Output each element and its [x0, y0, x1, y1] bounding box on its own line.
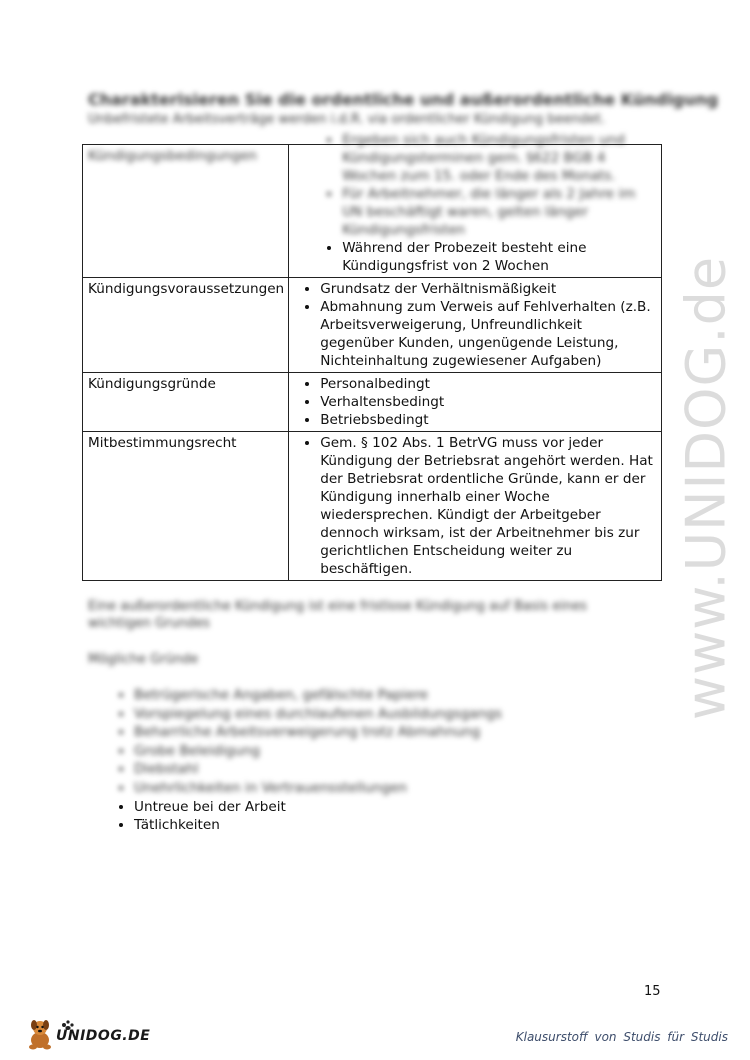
list-item: • Während der Probezeit besteht eine Kündigungsfrist von 2 Wochen	[342, 239, 655, 275]
reasons-list	[108, 686, 502, 835]
table-row	[83, 145, 662, 278]
table-value-cell	[289, 373, 662, 432]
extraordinary-paragraph: Eine außerordentliche Kündigung ist eine fristlose Kündigung auf Basis eines wichtigen Grundes	[88, 599, 587, 631]
table-value-cell	[289, 132, 662, 278]
table-row	[83, 432, 662, 581]
table-row	[83, 278, 662, 373]
table-value-cell	[289, 278, 662, 373]
list-item: • Betriebsbedingt	[320, 411, 657, 429]
list-item: • Grundsatz der Verhältnismäßigkeit	[320, 280, 657, 298]
list-item: • Diebstahl	[134, 760, 502, 779]
list-item: • Betrügerische Angaben, gefälschte Papiere	[134, 686, 502, 705]
list-item: • Untreue bei der Arbeit	[134, 798, 502, 817]
table-key-cell: Kündigungsgründe	[83, 373, 289, 432]
list-item: • Ergeben sich auch Kündigungsfristen und Kündigungsterminen gem. §622 BGB 4 Wochen zum 15. oder Ende des Monats.	[342, 131, 655, 185]
table-key-cell: Kündigungsvoraussetzungen	[83, 278, 289, 373]
table-row	[83, 373, 662, 432]
list-item: • Tätlichkeiten	[134, 816, 502, 835]
list-item: • Verhaltensbedingt	[320, 393, 657, 411]
table-value-cell	[289, 432, 662, 581]
table-key-cell: Kündigungsbedingungen	[83, 145, 289, 278]
list-item: • Abmahnung zum Verweis auf Fehlverhalten (z.B. Arbeitsverweigerung, Unfreundlichkeit gegenüber Kunden, ungenügende Leistung, Nichteinhaltung zugewiesener Aufgaben)	[320, 298, 657, 370]
reasons-title: Mögliche Gründe	[88, 652, 199, 667]
watermark: www.UNIDOG.de	[674, 255, 738, 721]
list-item: • Für Arbeitnehmer, die länger als 2 Jahre im UN beschäftigt waren, gelten länger Kündigungsfristen	[342, 185, 655, 239]
kuendigung-table	[82, 132, 662, 581]
page-number: 15	[644, 984, 661, 999]
list-item: • Vorspiegelung eines durchlaufenen Ausbildungsgangs	[134, 705, 502, 724]
list-item: • Personalbedingt	[320, 375, 657, 393]
logo-text: UNIDOG.DE	[56, 1028, 151, 1044]
page-subheading: Unbefristete Arbeitsverträge werden i.d.R. via ordentlicher Kündigung beendet.	[88, 112, 606, 127]
table-key-cell: Mitbestimmungsrecht	[83, 432, 289, 581]
footer-tagline: Klausurstoff von Studis für Studis	[515, 1030, 728, 1044]
list-item: • Grobe Beleidigung	[134, 742, 502, 761]
list-item: • Gem. § 102 Abs. 1 BetrVG muss vor jeder Kündigung der Betriebsrat angehört werden. Hat der Betriebsrat ordentliche Gründe, kann er der Kündigung innerhalb einer Woche wiedersprechen. Kündigt der Arbeitgeber dennoch wirksam, ist der Arbeitnehmer bis zur gerichtlichen Entscheidung weiter zu beschäftigen.	[320, 434, 657, 578]
list-item: • Beharrliche Arbeitsverweigerung trotz Abmahnung	[134, 723, 502, 742]
list-item: • Unehrlichkeiten in Vertrauensstellungen	[134, 779, 502, 798]
page-heading: Charakterisieren Sie die ordentliche und außerordentliche Kündigung	[88, 90, 719, 109]
